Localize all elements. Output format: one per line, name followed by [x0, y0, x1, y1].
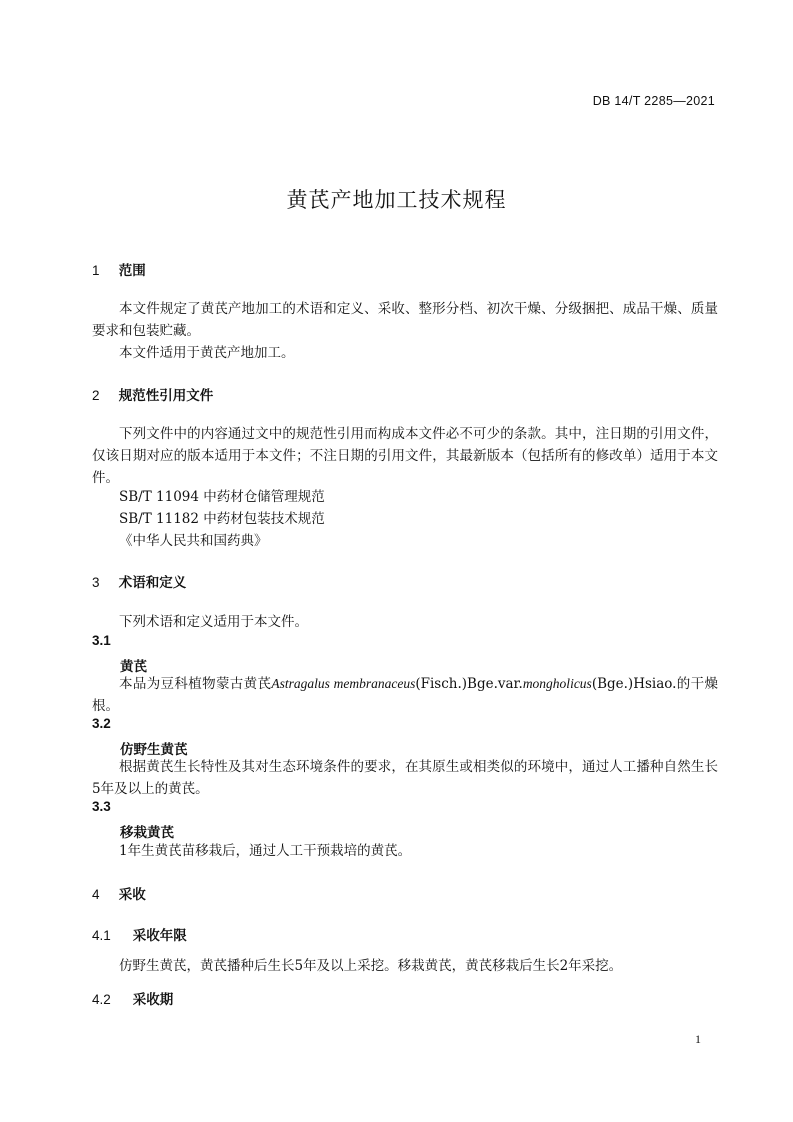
- subsection-4-1-heading: [92, 924, 187, 944]
- section-3-title: 术语和定义: [118, 575, 187, 591]
- term-3-2-title: 仿野生黄芪: [120, 742, 188, 758]
- section-1-number: 1: [92, 263, 100, 278]
- section-2-number: 2: [92, 388, 100, 403]
- section-3-heading: [92, 571, 186, 591]
- term-3-1-latin-variety: mongholicus: [522, 676, 592, 691]
- section-2-title: 规范性引用文件: [118, 388, 214, 404]
- subsection-4-1-number: 4.1: [92, 928, 111, 943]
- normative-reference: 《中华人民共和国药典》: [119, 533, 268, 549]
- term-3-3-number: 3.3: [92, 799, 111, 814]
- document-title: 黄芪产地加工技术规程: [286, 188, 507, 212]
- term-3-1-latin-name: Astragalus membranaceus: [271, 676, 416, 691]
- section-1-title: 范围: [118, 263, 146, 279]
- section-4-title: 采收: [118, 887, 146, 903]
- term-3-3-title: 移栽黄芪: [120, 825, 174, 841]
- section-1-heading: [92, 259, 146, 279]
- term-3-1-definition-part-c: (Bge.)Hsiao.的干燥根。: [92, 676, 718, 714]
- term-3-1-definition: [92, 673, 718, 717]
- term-3-2-number: 3.2: [92, 716, 111, 731]
- term-3-3-definition: 1年生黄芪苗移栽后，通过人工干预栽培的黄芪。: [119, 843, 412, 859]
- section-1-paragraph-2: 本文件适用于黄芪产地加工。: [119, 345, 295, 361]
- subsection-4-1-text: 仿野生黄芪，黄芪播种后生长5年及以上采挖。移栽黄芪，黄芪移栽后生长2年采挖。: [119, 958, 623, 974]
- term-3-1-definition-part-a: 本品为豆科植物蒙古黄芪: [119, 676, 272, 692]
- section-2-heading: [92, 384, 213, 404]
- section-3-intro: 下列术语和定义适用于本文件。: [119, 614, 308, 630]
- term-3-2-definition: 根据黄芪生长特性及其对生态环境条件的要求，在其原生或相类似的环境中，通过人工播种自然生长5年及以上的黄芪。: [92, 759, 718, 797]
- term-3-1-number: 3.1: [92, 633, 111, 648]
- normative-reference: SB/T 11182 中药材包装技术规范: [119, 511, 325, 527]
- subsection-4-2-title: 采收期: [132, 992, 174, 1008]
- subsection-4-1-title: 采收年限: [132, 928, 187, 944]
- subsection-4-2-heading: [92, 988, 173, 1008]
- section-2-paragraph: 下列文件中的内容通过文中的规范性引用而构成本文件必不可少的条款。其中，注日期的引用文件，仅该日期对应的版本适用于本文件；不注日期的引用文件，其最新版本（包括所有的修改单）适用于本文件。: [92, 426, 718, 486]
- subsection-4-2-number: 4.2: [92, 992, 111, 1007]
- section-4-number: 4: [92, 887, 100, 902]
- section-1-paragraph-1: 本文件规定了黄芪产地加工的术语和定义、采收、整形分档、初次干燥、分级捆把、成品干燥、质量要求和包装贮藏。: [92, 301, 718, 339]
- section-3-number: 3: [92, 575, 100, 590]
- section-4-heading: [92, 883, 146, 903]
- term-3-1-title: 黄芪: [120, 659, 147, 675]
- document-code: DB 14/T 2285—2021: [592, 94, 715, 108]
- term-3-1-definition-part-b: (Fisch.)Bge.var.: [415, 676, 523, 692]
- page-number: 1: [695, 1032, 701, 1046]
- normative-reference: SB/T 11094 中药材仓储管理规范: [119, 489, 325, 505]
